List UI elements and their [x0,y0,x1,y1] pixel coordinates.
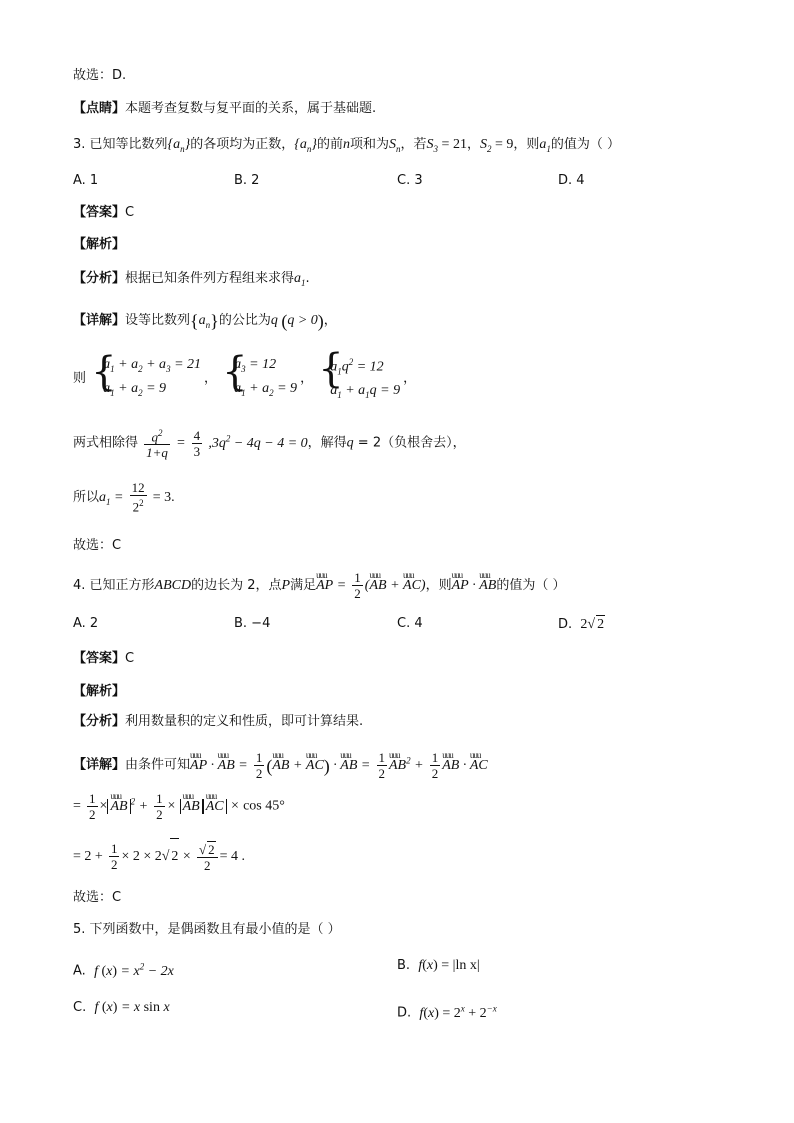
q3-option-b: B. 2 [234,173,260,188]
q3-analysis-label: 【解析】 [73,237,126,252]
q5-stem: 5. 下列函数中，是偶函数且有最小值的是（ ） [73,922,341,937]
q4-step2: = $\frac{1}{2}$ ×uuu AB $^2$ + $\frac{1}{2}$ × uuu ABuuu AC × cos 45° [73,783,285,825]
q3-xiangjie: 【详解】设等比数列$\{a_n\}$的公比为q (q > 0)， [73,311,337,331]
q4-option-c: C. 4 [397,616,423,631]
q3-option-a: A. 1 [73,173,99,188]
q3-option-c: C. 3 [397,173,423,188]
q5-option-c: C. f (x) = x sin x [73,1000,170,1015]
q4-answer: 【答案】C [73,651,135,666]
q5-option-b: B. f(x) = |ln x| [397,958,480,973]
q3-final: 故选：C [73,538,122,553]
q4-option-a: A. 2 [73,616,99,631]
q4-xiangjie: 【详解】由条件可知uuu AP · uuu AB = $\frac{1}{2}$ (uuu AB + uuu AC) · uuu AB = $\frac{1}{2}$ uuu $AB^2$ + $\frac{1}{2}$ uuu AB · uuu AC [73,742,488,784]
q3-result: 所以$a_1$ = $\frac{12}{2^2}$ = 3. [73,480,175,515]
q5-option-a: A. f $(x) = x^2 - 2x$ [73,961,174,979]
comment-text: 本题考查复数与复平面的关系，属于基础题. [125,101,377,116]
q4-option-d: D. 2√ 2 [558,617,605,632]
q4-fenxi: 【分析】利用数量积的定义和性质，即可计算结果. [73,714,364,729]
prev-answer-line: 故选：D. [73,68,127,83]
q3-system: 则 { $a_1 + a_2 + a_3 = 21$ $a_1 + a_2 = 9$ ， { $a_3 = 12$ $a_1 + a_2 = 9$ ， { $a_1q^2 = 12$ $a_1 + a_1q = 9$ ， [73,352,416,405]
q4-step3: = 2 + $\frac{1}{2}$ × 2 × 2√ 2 × $\frac{√ 2}{2}$ = 4 . [73,838,245,875]
q5-option-d: D. $f(x) = 2^x + 2^{-x}$ [397,1003,497,1021]
q4-analysis-label: 【解析】 [73,684,126,699]
comment-label: 【点睛】 [73,101,126,116]
q3-fenxi: 【分析】根据已知条件列方程组来求得$a_1$. [73,271,310,288]
q4-final: 故选：C [73,890,122,905]
q3-stem: 3. 已知等比数列$\{a_n\}$的各项均为正数，$\{a_n\}$的前n项和为$S_n$，若$S_3 = 21$，$S_2 = 9$，则$a_1$的值为（ ） [73,137,621,154]
prev-comment [73,100,376,118]
q3-option-d: D. 4 [558,173,585,188]
q3-answer: 【答案】C [73,205,135,220]
q4-option-b: B. −4 [234,616,271,631]
q3-divide: 两式相除得 $\frac{q^2}{1+q}$ = $\frac{4}{3}$ $,3q^2 - 4q - 4 = 0$，解得q = 2（负根舍去）， [73,427,466,461]
q4-stem: 4. 已知正方形ABCD的边长为 2，点P满足uuu AP = $\frac{1}{2}$ (uuu AB + uuu AC)，则uuu AP · uuu AB的值为（ ） [73,568,565,604]
